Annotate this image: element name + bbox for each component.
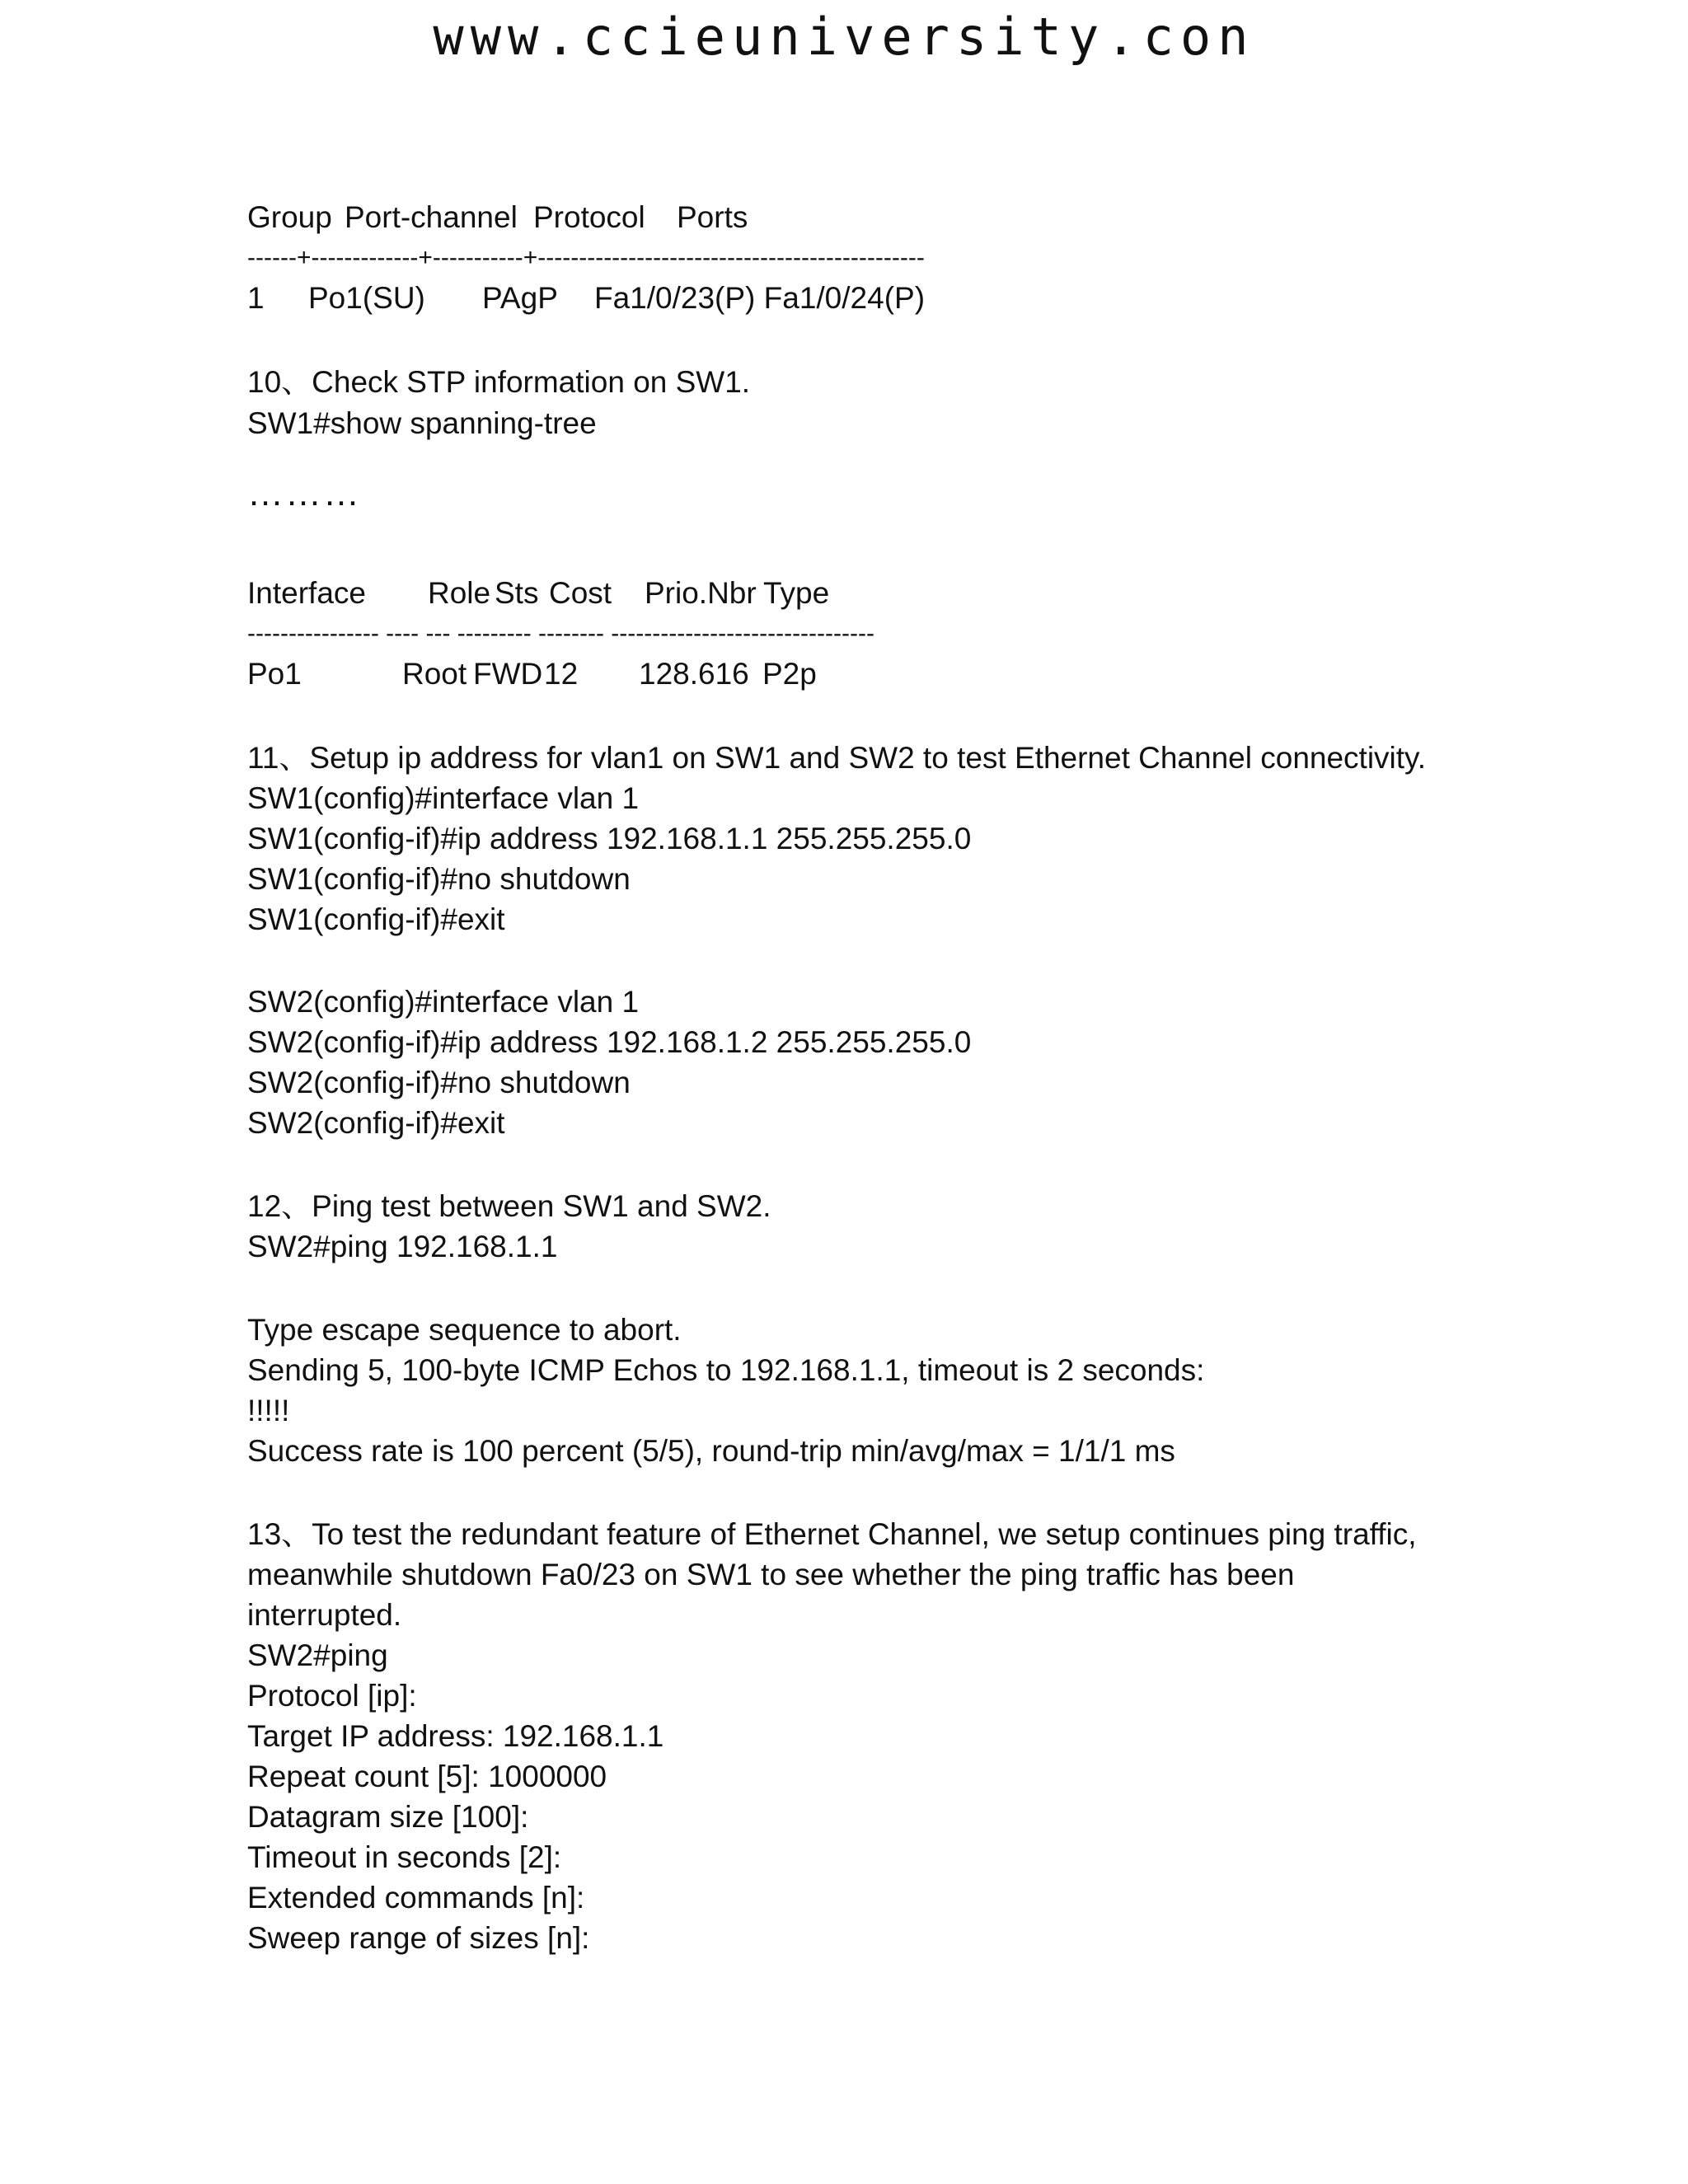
step11-sw2-line: SW2(config-if)#no shutdown (247, 1066, 631, 1099)
step12-output-line: !!!!! (247, 1394, 290, 1427)
stp-col-cost: Cost (549, 576, 612, 610)
step13-line: Extended commands [n]: (247, 1881, 585, 1915)
step11-sw1-line: SW1(config-if)#exit (247, 902, 505, 936)
step11-sw2-line: SW2(config-if)#exit (247, 1106, 505, 1140)
step11-title: 11、Setup ip address for vlan1 on SW1 and SW2 to test Ethernet Channel connectivity. (247, 741, 1427, 775)
etherchannel-col-group: Group (247, 200, 332, 234)
step13-line: Datagram size [100]: (247, 1800, 529, 1834)
step12-output-line: Type escape sequence to abort. (247, 1313, 682, 1347)
stp-col-sts: Sts (495, 576, 539, 610)
stp-row-sts: FWD (473, 657, 543, 691)
step13-line: Sweep range of sizes [n]: (247, 1921, 590, 1955)
step11-sw1-line: SW1(config-if)#ip address 192.168.1.1 255.255.255.0 (247, 822, 972, 855)
step13-line: Repeat count [5]: 1000000 (247, 1760, 607, 1793)
step12-title: 12、Ping test between SW1 and SW2. (247, 1189, 771, 1223)
etherchannel-col-protocol: Protocol (533, 200, 645, 234)
etherchannel-row-ports: Fa1/0/23(P) Fa1/0/24(P) (594, 281, 926, 315)
step10-ellipsis: ……… (247, 473, 361, 513)
site-header: www.ccieuniversity.con (433, 7, 1255, 67)
step13-title-line: 13、To test the redundant feature of Ethernet Channel, we setup continues ping traffic, (247, 1517, 1417, 1551)
etherchannel-row-port-channel: Po1(SU) (308, 281, 425, 315)
stp-col-role: Role (428, 576, 491, 610)
stp-row-role: Root (402, 657, 467, 691)
step13-title-line: meanwhile shutdown Fa0/23 on SW1 to see whether the ping traffic has been (247, 1558, 1295, 1591)
stp-col-type: Type (763, 576, 830, 610)
step13-title-line: interrupted. (247, 1598, 402, 1632)
step12-command: SW2#ping 192.168.1.1 (247, 1230, 558, 1263)
etherchannel-separator: ------+-------------+-----------+----------------------------------------------- (247, 244, 925, 271)
etherchannel-row-protocol: PAgP (482, 281, 558, 315)
step10-command: SW1#show spanning-tree (247, 406, 597, 440)
etherchannel-col-ports: Ports (677, 200, 748, 234)
step13-line: Protocol [ip]: (247, 1679, 417, 1713)
etherchannel-col-port-channel: Port-channel (345, 200, 518, 234)
step11-sw1-line: SW1(config-if)#no shutdown (247, 862, 631, 896)
step13-line: Timeout in seconds [2]: (247, 1840, 562, 1874)
step11-sw1-line: SW1(config)#interface vlan 1 (247, 781, 640, 815)
stp-row-type: P2p (762, 657, 817, 691)
step12-output-line: Sending 5, 100-byte ICMP Echos to 192.168.1.1, timeout is 2 seconds: (247, 1353, 1205, 1387)
step13-line: Target IP address: 192.168.1.1 (247, 1719, 664, 1753)
stp-separator: ---------------- ---- --- --------- -------- -------------------------------- (247, 620, 874, 647)
stp-col-prio-nbr: Prio.Nbr (645, 576, 757, 610)
step11-sw2-line: SW2(config)#interface vlan 1 (247, 985, 640, 1019)
stp-row-interface: Po1 (247, 657, 302, 691)
stp-row-prio-nbr: 128.616 (639, 657, 749, 691)
etherchannel-row-group: 1 (247, 281, 265, 315)
step13-line: SW2#ping (247, 1638, 388, 1672)
step11-sw2-line: SW2(config-if)#ip address 192.168.1.2 255.255.255.0 (247, 1025, 972, 1059)
stp-row-cost: 12 (544, 657, 579, 691)
step12-output-line: Success rate is 100 percent (5/5), round-trip min/avg/max = 1/1/1 ms (247, 1434, 1175, 1468)
stp-col-interface: Interface (247, 576, 366, 610)
step10-title: 10、Check STP information on SW1. (247, 365, 751, 399)
